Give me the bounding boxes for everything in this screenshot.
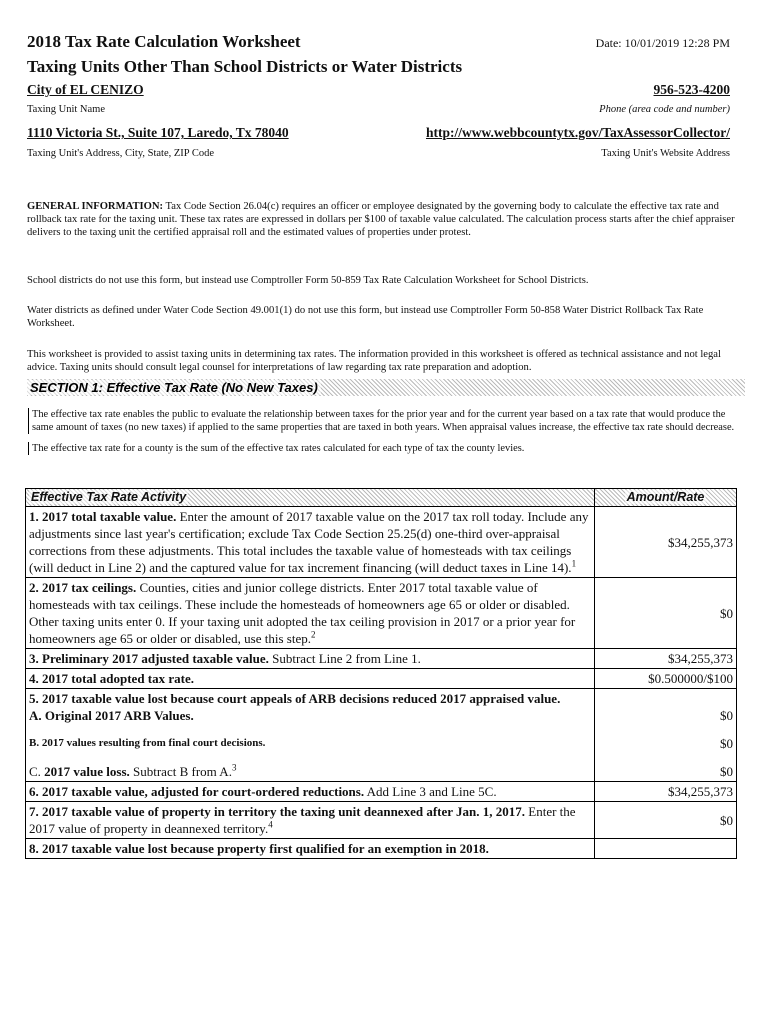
line-2-description: 2. 2017 tax ceilings. Counties, cities and junior college districts. Enter 2017 total taxable value of homesteads with tax ceilings. These include the homesteads of homeowners age 65 or older or disabled. Other taxing units enter 0. If your taxing unit adopted the tax ceiling provision in 2017 or a prior year for homeowners age 65 or older or disabled, use this step.$^2$ [26, 578, 595, 649]
school-district-note: School districts do not use this form, but instead use Comptroller Form 50-859 Tax Rate Calculation Worksheet for School Districts. [27, 275, 589, 286]
table-row [26, 782, 737, 802]
table-row [26, 839, 737, 859]
taxing-unit-phone: 956-523-4200 [653, 82, 730, 97]
print-date: Date: 10/01/2019 12:28 PM [595, 36, 730, 50]
assistance-note: This worksheet is provided to assist taxing units in determining tax rates. The information provided in this worksheet is offered as technical assistance and not legal advice. Taxing units should consult legal counsel for interpretations of law regarding tax rate preparation and adoption. [27, 349, 721, 373]
line-2-amount: $0 [595, 578, 737, 649]
table-row [26, 507, 737, 578]
table-row [26, 689, 737, 726]
line-5-description: 5. 2017 taxable value lost because court appeals of ARB decisions reduced 2017 appraised value. A. Original 2017 ARB Values. [26, 689, 595, 726]
taxing-unit-name: City of EL CENIZO [27, 82, 144, 97]
general-information-text: Tax Code Section 26.04(c) requires an officer or employee designated by the governing body to calculate the effective tax rate and rollback tax rate for the taxing unit. These tax rates are expressed in dollars per $100 of taxable value calculated. The calculation process starts after the chief appraiser delivers to the taxing unit the certified appraisal roll and the estimated values of properties under protest. [27, 201, 735, 238]
section-1-intro: The effective tax rate enables the public to evaluate the relationship between taxes for the prior year and for the current year based on a tax rate that would produce the same amount of taxes (no new taxes) if applied to the same properties that are taxed in both years. When appraisal values increase, the effective tax rate should decrease. [28, 408, 742, 434]
line-5b-description: B. 2017 values resulting from final court decisions. [26, 725, 595, 762]
line-5b-amount: $0 [595, 725, 737, 762]
line-8-amount [595, 839, 737, 859]
line-7-description: 7. 2017 taxable value of property in territory the taxing unit deannexed after Jan. 1, 2017. Enter the 2017 value of property in deannexed territory.$^4$ [26, 802, 595, 839]
section-1-county-note: The effective tax rate for a county is the sum of the effective tax rates calculated for each type of tax the county levies. [28, 442, 742, 455]
line-4-description: 4. 2017 total adopted tax rate. [26, 669, 595, 689]
line-1-description: 1. 2017 total taxable value. Enter the amount of 2017 taxable value on the 2017 tax roll today. Include any adjustments since last year's certification; exclude Tax Code Section 25.25(d) one-third over-appraisal corrections from these adjustments. This total includes the taxable value of homesteads with tax ceilings (will deduct in Line 2) and the captured value for tax increment financing (will deduct taxes in Line 14).$^1$ [26, 507, 595, 578]
line-5c-description: C. 2017 value loss. Subtract B from A.$^3$ [26, 762, 595, 782]
line-3-amount: $34,255,373 [595, 649, 737, 669]
taxing-unit-name-caption: Taxing Unit Name [27, 104, 105, 115]
effective-tax-rate-table [25, 488, 737, 859]
line-5a-label: A. Original 2017 ARB Values. [29, 708, 194, 723]
table-row [26, 649, 737, 669]
line-5a-amount: $0 [595, 689, 737, 726]
line-8-description: 8. 2017 taxable value lost because property first qualified for an exemption in 2018. [26, 839, 595, 859]
taxing-unit-address: 1110 Victoria St., Suite 107, Laredo, Tx 78040 [27, 125, 289, 140]
table-row [26, 578, 737, 649]
section-1-title: SECTION 1: Effective Tax Rate (No New Taxes) [27, 380, 321, 395]
line-6-description: 6. 2017 taxable value, adjusted for court-ordered reductions. Add Line 3 and Line 5C. [26, 782, 595, 802]
table-row [26, 762, 737, 782]
line-6-amount: $34,255,373 [595, 782, 737, 802]
table-header-row [26, 489, 737, 507]
table-row [26, 802, 737, 839]
taxing-unit-phone-caption: Phone (area code and number) [599, 104, 730, 115]
worksheet-title: 2018 Tax Rate Calculation Worksheet [27, 32, 301, 51]
line-4-amount: $0.500000/$100 [595, 669, 737, 689]
activity-column-header: Effective Tax Rate Activity [26, 489, 595, 507]
line-1-amount: $34,255,373 [595, 507, 737, 578]
taxing-unit-website-caption: Taxing Unit's Website Address [601, 148, 730, 159]
line-7-amount: $0 [595, 802, 737, 839]
section-1-header [27, 379, 745, 396]
taxing-unit-address-caption: Taxing Unit's Address, City, State, ZIP Code [27, 148, 215, 159]
table-row [26, 725, 737, 762]
taxing-unit-website[interactable]: http://www.webbcountytx.gov/TaxAssessorCollector/ [425, 125, 730, 140]
worksheet-subtitle: Taxing Units Other Than School Districts or Water Districts [27, 57, 463, 76]
water-district-note: Water districts as defined under Water Code Section 49.001(1) do not use this form, but instead use Comptroller Form 50-858 Water District Rollback Tax Rate Worksheet. [27, 305, 704, 329]
line-5c-amount: $0 [595, 762, 737, 782]
general-information-label: GENERAL INFORMATION: [27, 201, 164, 212]
table-row [26, 669, 737, 689]
general-information [27, 200, 742, 239]
line-3-description: 3. Preliminary 2017 adjusted taxable value. Subtract Line 2 from Line 1. [26, 649, 595, 669]
amount-column-header: Amount/Rate [595, 489, 737, 507]
